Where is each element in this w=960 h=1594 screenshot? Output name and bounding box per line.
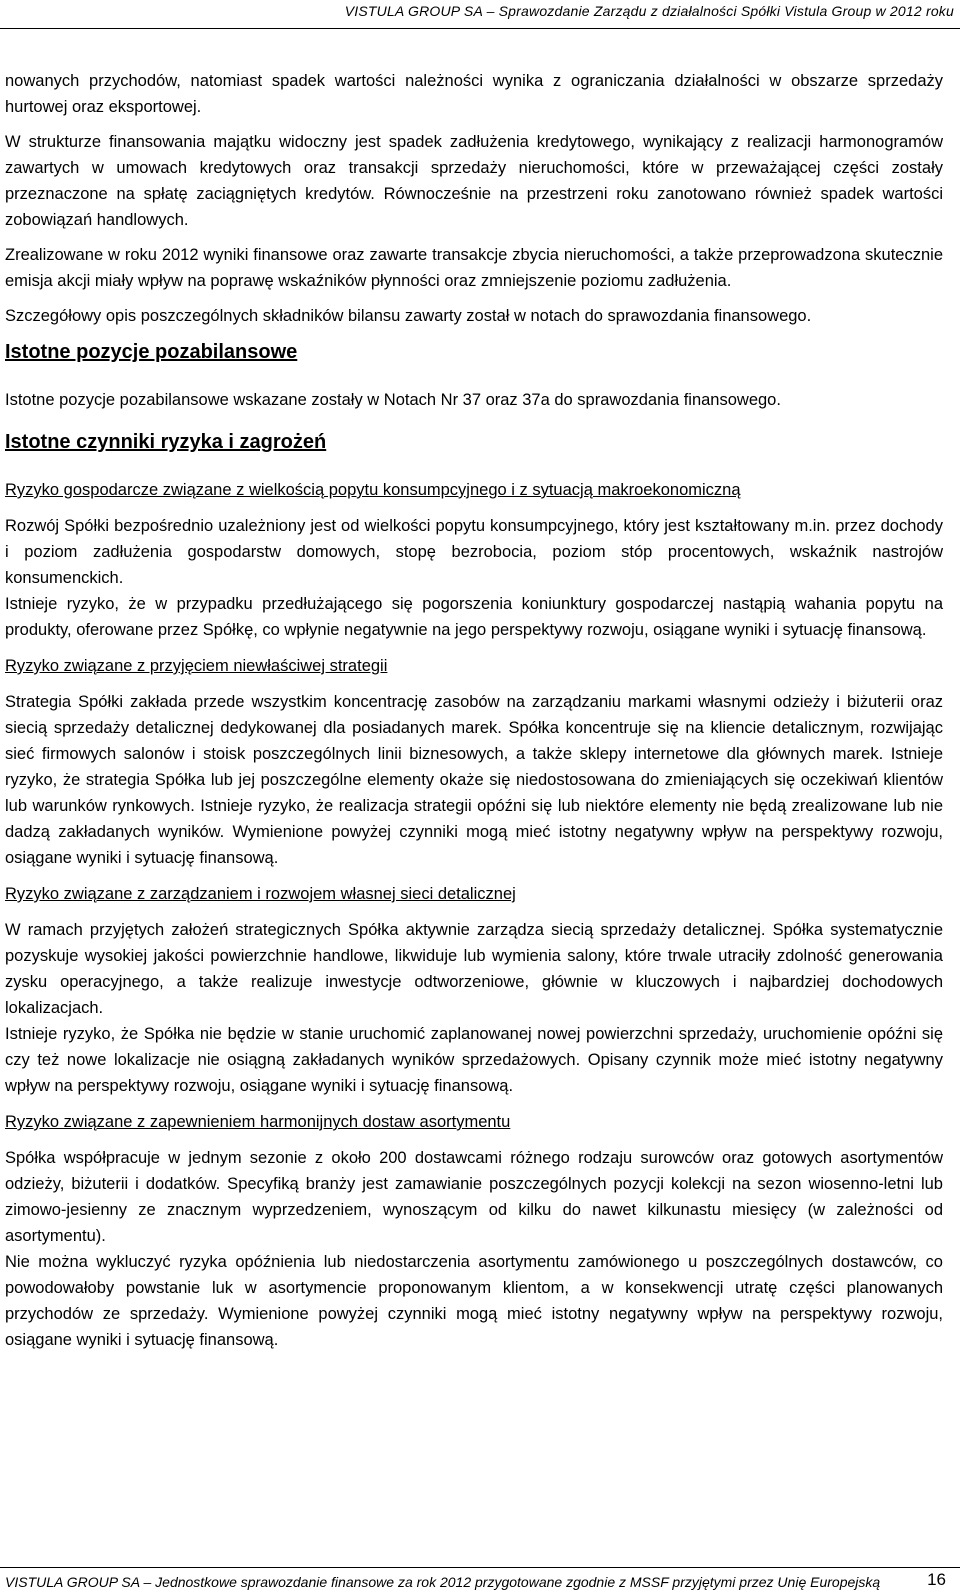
paragraph: Zrealizowane w roku 2012 wyniki finansowe oraz zawarte transakcje zbycia nieruchomości, a także przeprowadzona skutecznie emisja akcji miały wpływ na poprawę wskaźników płynności oraz zmniejszenie poziomu zadłużenia. bbox=[5, 246, 943, 290]
paragraph: Istnieje ryzyko, że w przypadku przedłużającego się pogorszenia koniunktury gospodarczej nastąpią wahania popytu na produkty, oferowane przez Spółkę, co wpłynie negatywnie na jego perspektywy rozwoju, osiągane wyniki i sytuację finansową. bbox=[5, 595, 943, 639]
running-title: VISTULA GROUP SA – Sprawozdanie Zarządu z działalności Spółki Vistula Group w 2012 roku bbox=[344, 3, 954, 19]
paragraph: W strukturze finansowania majątku widoczny jest spadek zadłużenia kredytowego, wynikający z realizacji harmonogramów zawartych w umowach kredytowych oraz transakcji sprzedaży nieruchomości, które w przeważającej części zostały przeznaczone na spłatę zaciągniętych kredytów. Równocześnie na przestrzeni roku zanotowano również spadek wartości zobowiązań handlowych. bbox=[5, 133, 943, 229]
paragraph: Rozwój Spółki bezpośrednio uzależniony jest od wielkości popytu konsumpcyjnego, który jest kształtowany m.in. przez dochody i poziom zadłużenia gospodarstw domowych, stopę bezrobocia, poziom stóp procentowych, wskaźnik nastrojów konsumenckich. bbox=[5, 517, 943, 587]
subsection-heading-macro: Ryzyko gospodarcze związane z wielkością popytu konsumpcyjnego i z sytuacją makroekonomiczną bbox=[5, 481, 741, 499]
page-body bbox=[5, 68, 943, 1362]
paragraph: Strategia Spółki zakłada przede wszystkim koncentrację zasobów na zarządzaniu markami własnymi odzieży i biżuterii oraz siecią sprzedaży detalicznej dedykowanej dla posiadanych marek. Spółka koncentruje się na kliencie detalicznym, rozwijając sieć firmowych salonów i stoisk poszczególnych linii biznesowych, a także sklepy internetowe dla głównych marek. Istnieje ryzyko, że strategia Spółka lub jej poszczególne elementy okaże się niedostosowana do zmieniających się oczekiwań klientów lub warunków rynkowych. Istnieje ryzyko, że realizacja strategii opóźni się lub niektóre elementy nie będą zrealizowane lub nie dadzą zakładanych wyników. Wymienione powyżej czynniki mogą mieć istotny negatywny wpływ na perspektywy rozwoju, osiągane wyniki i sytuację finansową. bbox=[5, 693, 943, 867]
paragraph: Spółka współpracuje w jednym sezonie z około 200 dostawcami różnego rodzaju surowców oraz gotowych asortymentów odzieży, biżuterii i dodatków. Specyfiką branży jest zamawianie poszczególnych pozycji kolekcji na sezon wiosenno-letni lub zimowo-jesienny ze znacznym wyprzedzeniem, wynoszącym od kilku do nawet kilkunastu miesięcy (w zależności od asortymentu). bbox=[5, 1149, 943, 1245]
paragraph: W ramach przyjętych założeń strategicznych Spółka aktywnie zarządza siecią sprzedaży detalicznej. Spółka systematycznie pozyskuje wysokiej jakości powierzchnie handlowe, likwiduje lub wymienia salony, które trwale utraciły zdolność generowania zysku operacyjnego, a także realizuje inwestycje odtworzeniowe, głównie w kluczowych i najbardziej dochodowych lokalizacjach. bbox=[5, 921, 943, 1017]
page-number: 16 bbox=[927, 1570, 946, 1589]
subsection-heading-supply: Ryzyko związane z zapewnieniem harmonijnych dostaw asortymentu bbox=[5, 1113, 511, 1131]
section-heading-off-balance: Istotne pozycje pozabilansowe bbox=[5, 341, 298, 363]
subsection-heading-strategy: Ryzyko związane z przyjęciem niewłaściwej strategii bbox=[5, 657, 388, 675]
paragraph: Szczegółowy opis poszczególnych składników bilansu zawarty został w notach do sprawozdania finansowego. bbox=[5, 307, 812, 325]
section-heading-risks: Istotne czynniki ryzyka i zagrożeń bbox=[5, 431, 327, 453]
paragraph: nowanych przychodów, natomiast spadek wartości należności wynika z ograniczania działalności w obszarze sprzedaży hurtowej oraz eksportowej. bbox=[5, 72, 943, 116]
subsection-heading-retail: Ryzyko związane z zarządzaniem i rozwojem własnej sieci detalicznej bbox=[5, 885, 516, 903]
paragraph: Nie można wykluczyć ryzyka opóźnienia lub niedostarczenia asortymentu zamówionego u poszczególnych dostawców, co powodowałoby powstanie luk w asortymencie proponowanym klientom, a w konsekwencji utratę części planowanych przychodów ze sprzedaży. Wymienione powyżej czynniki mogą mieć istotny negatywny wpływ na perspektywy rozwoju, osiągane wyniki i sytuację finansową. bbox=[5, 1253, 943, 1349]
page-footer bbox=[0, 1567, 960, 1594]
footer-text: VISTULA GROUP SA – Jednostkowe sprawozdanie finansowe za rok 2012 przygotowane zgodnie z MSSF przyjętymi przez Unię Europejską bbox=[5, 1574, 881, 1590]
page-header bbox=[0, 0, 960, 29]
paragraph: Istnieje ryzyko, że Spółka nie będzie w stanie uruchomić zaplanowanej nowej powierzchni sprzedaży, uruchomienie opóźni się czy też nowe lokalizacje nie osiągną zakładanych wyników sprzedażowych. Opisany czynnik może mieć istotny negatywny wpływ na perspektywy rozwoju, osiągane wyniki i sytuację finansową. bbox=[5, 1025, 943, 1095]
paragraph: Istotne pozycje pozabilansowe wskazane zostały w Notach Nr 37 oraz 37a do sprawozdania finansowego. bbox=[5, 391, 781, 409]
